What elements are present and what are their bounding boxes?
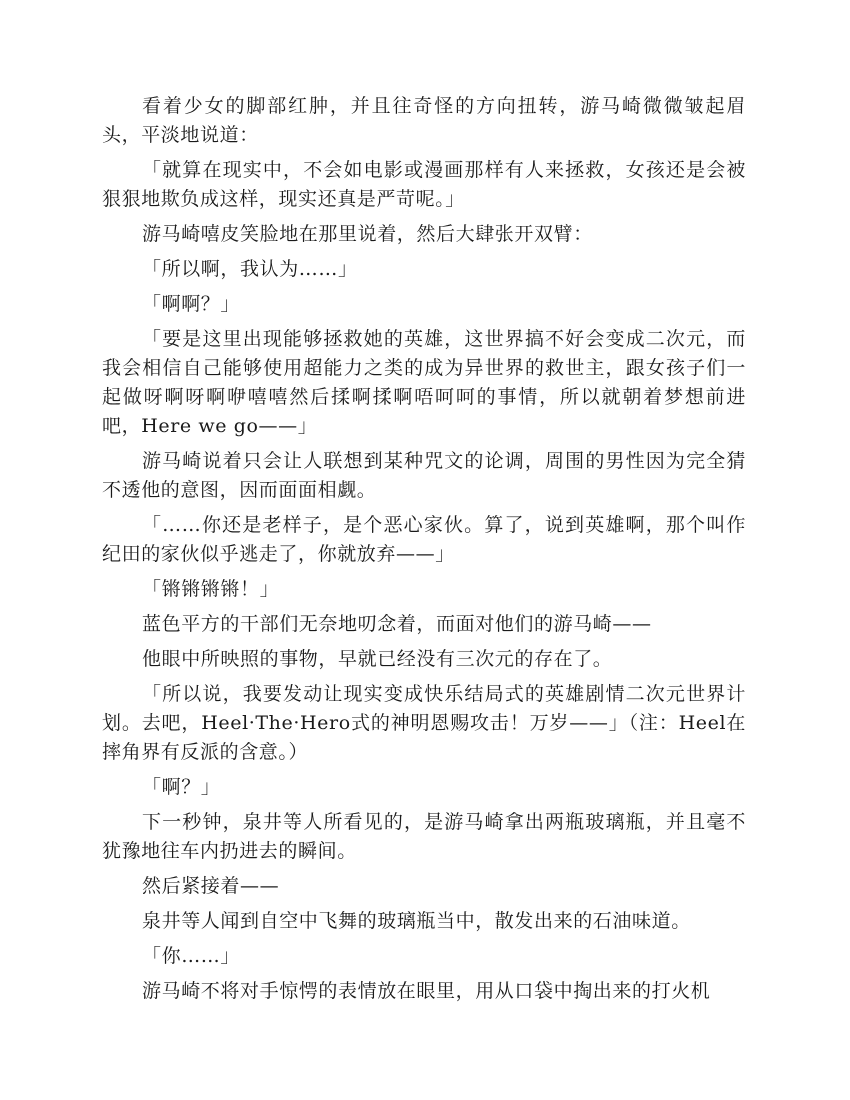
- paragraph: 然后紧接着——: [142, 875, 280, 897]
- paragraph: 「锵锵锵锵！」: [142, 578, 280, 600]
- paragraph: 「就算在现实中，不会如电影或漫画那样有人来拯救，女孩还是会被狠狠地欺负成这样，现实还真是严苛呢。」: [102, 159, 746, 210]
- paragraph: 「要是这里出现能够拯救她的英雄，这世界搞不好会变成二次元，而我会相信自己能够使用超能力之类的成为异世界的救世主，跟女孩子们一起做呀啊呀啊咿嘻嘻然后揉啊揉啊唔呵呵的事情，所以就朝着梦想前进吧，Here we go——」: [102, 328, 746, 437]
- paragraph: 「所以啊，我认为……」: [142, 258, 358, 280]
- paragraph: 下一秒钟，泉井等人所看见的，是游马崎拿出两瓶玻璃瓶，并且毫不犹豫地往车内扔进去的瞬间。: [102, 811, 746, 862]
- paragraph: 游马崎嘻皮笑脸地在那里说着，然后大肆张开双臂：: [142, 223, 593, 245]
- paragraph: 「你……」: [142, 945, 241, 967]
- paragraph: 「啊啊？」: [142, 293, 241, 315]
- paragraph: 他眼中所映照的事物，早就已经没有三次元的存在了。: [142, 648, 613, 670]
- paragraph: 游马崎说着只会让人联想到某种咒文的论调，周围的男性因为完全猜不透他的意图，因而面面相觑。: [102, 450, 746, 501]
- paragraph: 「……你还是老样子，是个恶心家伙。算了，说到英雄啊，那个叫作纪田的家伙似乎逃走了，你就放弃——」: [102, 514, 746, 565]
- paragraph: 「啊？」: [142, 776, 221, 798]
- paragraph: 游马崎不将对手惊愕的表情放在眼里，用从口袋中掏出来的打火机: [142, 980, 711, 1002]
- paragraph: 蓝色平方的干部们无奈地叨念着，而面对他们的游马崎——: [142, 613, 652, 635]
- paragraph: 泉井等人闻到自空中飞舞的玻璃瓶当中，散发出来的石油味道。: [142, 910, 691, 932]
- paragraph: 「所以说，我要发动让现实变成快乐结局式的英雄剧情二次元世界计划。去吧，Heel·The·Hero式的神明恩赐攻击！万岁——」（注：Heel在摔角界有反派的含意。）: [102, 683, 746, 763]
- paragraph: 看着少女的脚部红肿，并且往奇怪的方向扭转，游马崎微微皱起眉头，平淡地说道：: [102, 95, 746, 146]
